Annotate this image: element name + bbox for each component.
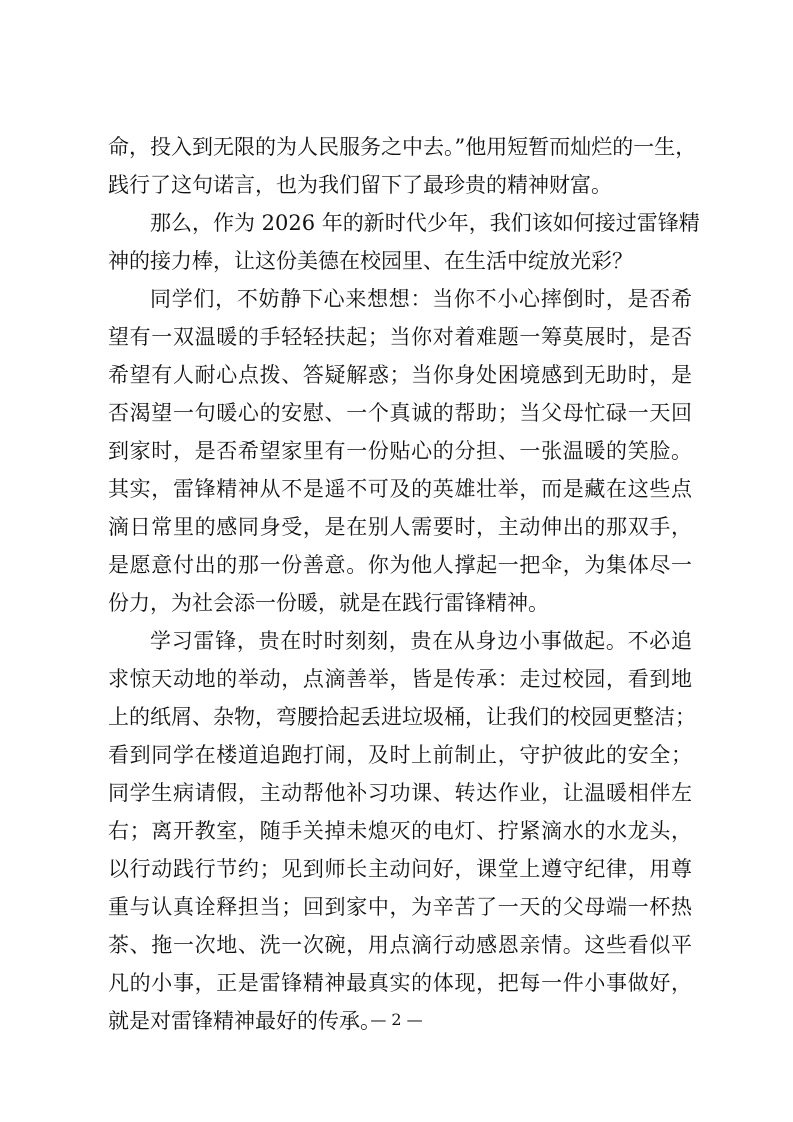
- text-line: 上的纸屑、杂物，弯腰拾起丢进垃圾桶，让我们的校园更整洁；: [108, 705, 696, 729]
- text-line: 践行了这句诺言，也为我们留下了最珍贵的精神财富。: [108, 173, 612, 197]
- text-line: 重与认真诠释担当；回到家中，为辛苦了一天的父母端一杯热: [108, 895, 692, 919]
- text-line: 其实，雷锋精神从不是遥不可及的英雄壮举，而是藏在这些点: [108, 477, 692, 501]
- text-line: 茶、拖一次地、洗一次碗，用点滴行动感恩亲情。这些看似平: [108, 933, 692, 957]
- text-line: 份力，为社会添一份暖，就是在践行雷锋精神。: [108, 591, 549, 615]
- document-body: [108, 128, 700, 1040]
- paragraph-start-line: 同学们，不妨静下心来想想：当你不小心摔倒时，是否希: [150, 287, 692, 311]
- text-line: 否渴望一句暖心的安慰、一个真诚的帮助；当父母忙碌一天回: [108, 401, 692, 425]
- page-number: — 2 —: [370, 1010, 423, 1029]
- paragraph-start-line: 那么，作为 2026 年的新时代少年，我们该如何接过雷锋精: [150, 211, 700, 235]
- text-line: 命，投入到无限的为人民服务之中去。”他用短暂而灿烂的一生，: [108, 135, 697, 159]
- text-line: 就是对雷锋精神最好的传承。: [108, 1009, 381, 1033]
- text-line: 看到同学在楼道追跑打闹，及时上前制止，守护彼此的安全；: [108, 743, 692, 767]
- text-line: 是愿意付出的那一份善意。你为他人撑起一把伞，为集体尽一: [108, 553, 692, 577]
- text-line: 求惊天动地的举动，点滴善举，皆是传承：走过校园，看到地: [108, 667, 692, 691]
- text-line: 望有一双温暖的手轻轻扶起；当你对着难题一筹莫展时，是否: [108, 325, 692, 349]
- paragraph-start-line: 学习雷锋，贵在时时刻刻，贵在从身边小事做起。不必追: [150, 629, 692, 653]
- text-line: 滴日常里的感同身受，是在别人需要时，主动伸出的那双手，: [108, 515, 692, 539]
- text-line: 以行动践行节约；见到师长主动问好，课堂上遵守纪律，用尊: [108, 857, 692, 881]
- text-line: 到家时，是否希望家里有一份贴心的分担、一张温暖的笑脸。: [108, 439, 692, 463]
- text-line: 凡的小事，正是雷锋精神最真实的体现，把每一件小事做好，: [108, 971, 692, 995]
- text-line: 神的接力棒，让这份美德在校园里、在生活中绽放光彩？: [108, 249, 633, 273]
- text-line: 同学生病请假，主动帮他补习功课、转达作业，让温暖相伴左: [108, 781, 692, 805]
- text-line: 右；离开教室，随手关掉未熄灭的电灯、拧紧滴水的水龙头，: [108, 819, 692, 843]
- text-line: 希望有人耐心点拨、答疑解惑；当你身处困境感到无助时，是: [108, 363, 692, 387]
